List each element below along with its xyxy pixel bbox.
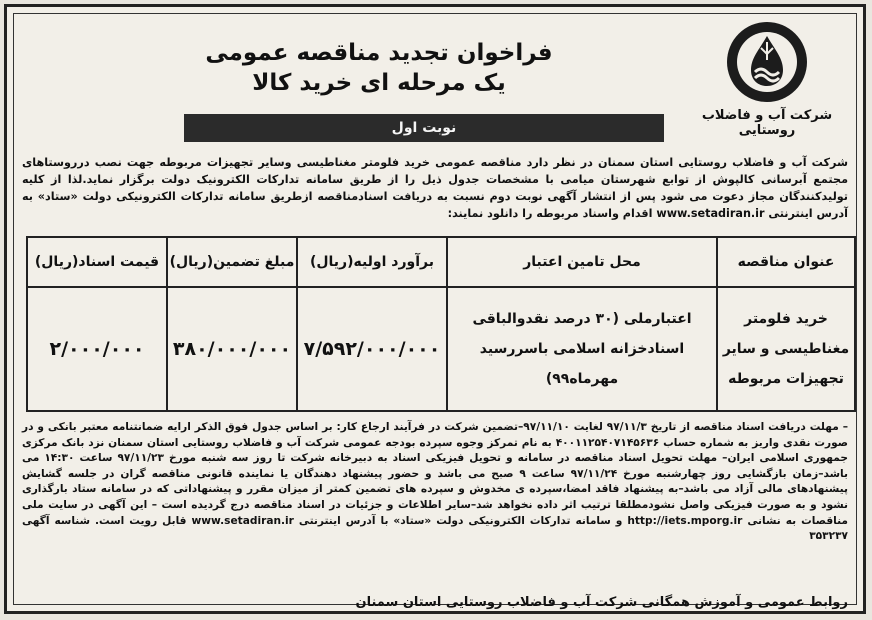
cell-subject: خرید فلومتر مغناطیسی و سایر تجهیزات مربوطه [717, 287, 855, 411]
cell-funding: اعتبارملی (۳۰ درصد نقدوالباقی اسنادخزانه اسلامی باسررسید مهرماه۹۹) [447, 287, 717, 411]
round-label: نوبت اول [184, 114, 664, 142]
company-name: شرکت آب و فاضلاب روستایی [701, 108, 833, 138]
header-doc-price: قیمت اسناد(ریال) [27, 237, 167, 287]
header-funding: محل تامین اعتبار [447, 237, 717, 287]
cell-guarantee: ۳۸۰/۰۰۰/۰۰۰ [167, 287, 297, 411]
title-line-2: یک مرحله ای خرید کالا [252, 70, 506, 96]
header-subject: عنوان مناقصه [717, 237, 855, 287]
company-logo [692, 20, 842, 150]
water-drop-emblem-icon [725, 20, 809, 104]
title-line-1: فراخوان تجدید مناقصه عمومی [205, 40, 553, 66]
cell-doc-price: ۲/۰۰۰/۰۰۰ [27, 287, 167, 411]
notice-frame [13, 13, 857, 610]
notice-title [164, 38, 594, 98]
header-guarantee: مبلغ تضمین(ریال) [167, 237, 297, 287]
tender-table [26, 236, 856, 412]
table-row [27, 287, 855, 411]
header-estimate: برآورد اولیه(ریال) [297, 237, 447, 287]
footer-signature: روابط عمومی و آموزش همگانی شرکت آب و فاضلاب روستایی استان سمنان [355, 595, 848, 610]
conditions-paragraph: – مهلت دریافت اسناد مناقصه از تاریخ ۹۷/۱۱/۳ لغایت ۹۷/۱۱/۱۰–تضمین شرکت در فرآیند ارجاع کار: بر اساس جدول فوق الذکر ارایه ضمانتنامه معتبر بانکی و در صورت نقدی واریز به شماره حساب ۴۰۰۱۱۲۵۴۰۷۱۴۵۶۳۶ به نام تمرکز وجوه سپرده بودجه عمومی شرکت آب و فاضلاب روستایی استان سمنان نزد بانک مرکزی جمهوری اسلامی ایران– مهلت تحویل اسناد مناقصه در سامانه و تحویل فیزیکی اسناد به دبیرخانه شرکت تا روز سه شنبه مورخ ۹۷/۱۱/۲۳ ساعت ۱۴:۳۰ می باشد–زمان بازگشایی روز چهارشنبه مورخ ۹۷/۱۱/۲۴ ساعت ۹ صبح می باشد و حضور پیشنهاد دهندگان یا نماینده قانونی مناقصه گران در جلسه گشایش پیشنهادهای مالی آزاد می باشد–به پیشنهاد فاقد امضا،سپرده ی مخدوش و سپرده های تضمین کمتر از میزان مقرر و پیشنهاداتی که در سامانه ستاد بارگذاری نشود و به صورت فیزیکی واصل نشودمطلقا ترتیب اثر داده نخواهد شد–سایر اطلاعات و جزئیات در اسناد مناقصه درج گردیده است – این آگهی در سایت ملی مناقصات به نشانی http://iets.mporg.ir و سامانه تدارکات الکترونیکی دولت «ستاد» با آدرس اینترنتی www.setadiran.ir قابل رویت است. شناسه آگهی ۳۵۳۲۳۷ [22, 421, 848, 543]
cell-estimate: ۷/۵۹۲/۰۰۰/۰۰۰ [297, 287, 447, 411]
tender-notice [4, 4, 866, 614]
intro-paragraph: شرکت آب و فاضلاب روستایی استان سمنان در نظر دارد مناقصه عمومی خرید فلومتر مغناطیسی وسایر تجهیزات مربوطه جهت نصب درروستاهای مجتمع آبرسانی کالپوش از توابع شهرستان میامی با مشخصات جدول ذیل را از طریق سامانه تدارکات الکترونیک دولت برگزار نماید.لذا از کلیه تولیدکنندگان مجاز دعوت می شود پس از انتشار آگهی نوبت دوم نسبت به دریافت اسنادمناقصه ازطریق سامانه تدارکات الکترونیکی دولت «ستاد» به آدرس اینترنتی www.setadiran.ir اقدام واسناد مربوطه را دانلود نمایند: [22, 156, 848, 220]
table-header-row [27, 237, 855, 287]
